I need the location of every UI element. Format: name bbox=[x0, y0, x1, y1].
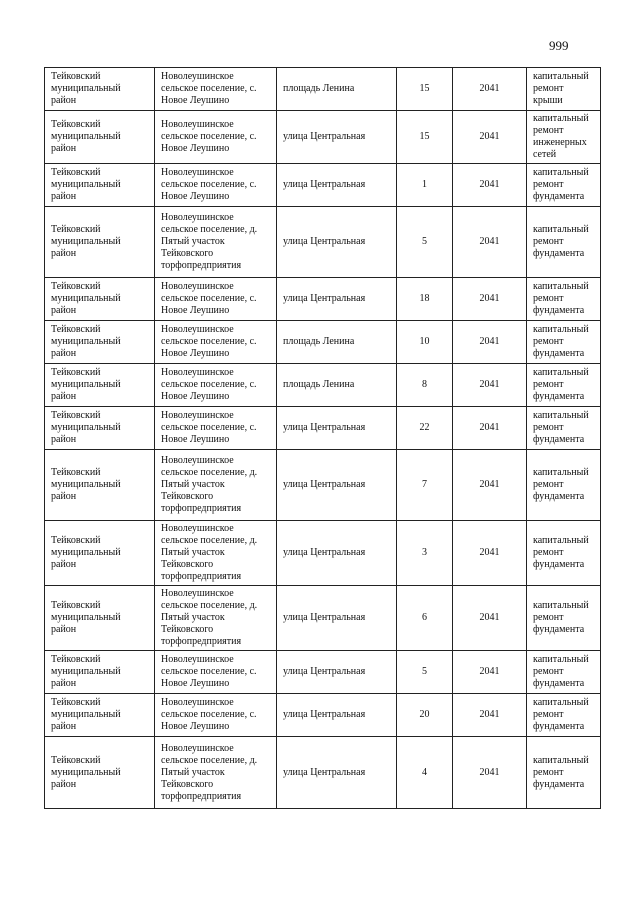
house-number-cell: 6 bbox=[397, 586, 453, 651]
house-number-cell: 10 bbox=[397, 321, 453, 364]
table-row bbox=[45, 694, 601, 737]
table-row bbox=[45, 207, 601, 278]
street-cell: улица Центральная bbox=[277, 737, 397, 809]
year-cell: 2041 bbox=[453, 164, 527, 207]
street-cell: улица Центральная bbox=[277, 407, 397, 450]
year-cell: 2041 bbox=[453, 278, 527, 321]
street-cell: улица Центральная bbox=[277, 694, 397, 737]
work-type-cell: капитальный ремонт фундамента bbox=[527, 651, 601, 694]
street-cell: площадь Ленина bbox=[277, 364, 397, 407]
table-row bbox=[45, 407, 601, 450]
table-row bbox=[45, 450, 601, 521]
district-cell: Тейковский муниципальный район bbox=[45, 207, 155, 278]
house-number-cell: 3 bbox=[397, 521, 453, 586]
district-cell: Тейковский муниципальный район bbox=[45, 164, 155, 207]
work-type-cell: капитальный ремонт фундамента bbox=[527, 364, 601, 407]
house-number-cell: 15 bbox=[397, 68, 453, 111]
work-type-cell: капитальный ремонт фундамента bbox=[527, 586, 601, 651]
district-cell: Тейковский муниципальный район bbox=[45, 364, 155, 407]
table-row bbox=[45, 521, 601, 586]
year-cell: 2041 bbox=[453, 521, 527, 586]
work-type-cell: капитальный ремонт фундамента bbox=[527, 407, 601, 450]
work-type-cell: капитальный ремонт фундамента bbox=[527, 164, 601, 207]
table-row bbox=[45, 364, 601, 407]
work-type-cell: капитальный ремонт фундамента bbox=[527, 737, 601, 809]
street-cell: улица Центральная bbox=[277, 450, 397, 521]
work-type-cell: капитальный ремонт крыши bbox=[527, 68, 601, 111]
district-cell: Тейковский муниципальный район bbox=[45, 586, 155, 651]
table-row bbox=[45, 164, 601, 207]
district-cell: Тейковский муниципальный район bbox=[45, 68, 155, 111]
year-cell: 2041 bbox=[453, 111, 527, 164]
settlement-cell: Новолеушинское сельское поселение, с. Новое Леушино bbox=[155, 164, 277, 207]
year-cell: 2041 bbox=[453, 68, 527, 111]
settlement-cell: Новолеушинское сельское поселение, с. Новое Леушино bbox=[155, 651, 277, 694]
settlement-cell: Новолеушинское сельское поселение, с. Новое Леушино bbox=[155, 111, 277, 164]
settlement-cell: Новолеушинское сельское поселение, д. Пятый участок Тейковского торфопредприятия bbox=[155, 521, 277, 586]
street-cell: улица Центральная bbox=[277, 521, 397, 586]
table-row bbox=[45, 68, 601, 111]
district-cell: Тейковский муниципальный район bbox=[45, 278, 155, 321]
settlement-cell: Новолеушинское сельское поселение, с. Новое Леушино bbox=[155, 694, 277, 737]
house-number-cell: 5 bbox=[397, 207, 453, 278]
settlement-cell: Новолеушинское сельское поселение, с. Новое Леушино bbox=[155, 407, 277, 450]
house-number-cell: 20 bbox=[397, 694, 453, 737]
street-cell: улица Центральная bbox=[277, 586, 397, 651]
table-row bbox=[45, 651, 601, 694]
street-cell: площадь Ленина bbox=[277, 321, 397, 364]
settlement-cell: Новолеушинское сельское поселение, д. Пятый участок Тейковского торфопредприятия bbox=[155, 586, 277, 651]
repair-schedule-table bbox=[44, 67, 601, 809]
house-number-cell: 15 bbox=[397, 111, 453, 164]
settlement-cell: Новолеушинское сельское поселение, с. Новое Леушино bbox=[155, 278, 277, 321]
work-type-cell: капитальный ремонт фундамента bbox=[527, 450, 601, 521]
year-cell: 2041 bbox=[453, 694, 527, 737]
work-type-cell: капитальный ремонт фундамента bbox=[527, 278, 601, 321]
house-number-cell: 1 bbox=[397, 164, 453, 207]
house-number-cell: 8 bbox=[397, 364, 453, 407]
year-cell: 2041 bbox=[453, 450, 527, 521]
district-cell: Тейковский муниципальный район bbox=[45, 651, 155, 694]
settlement-cell: Новолеушинское сельское поселение, д. Пятый участок Тейковского торфопредприятия bbox=[155, 450, 277, 521]
work-type-cell: капитальный ремонт фундамента bbox=[527, 694, 601, 737]
work-type-cell: капитальный ремонт фундамента bbox=[527, 521, 601, 586]
year-cell: 2041 bbox=[453, 321, 527, 364]
district-cell: Тейковский муниципальный район bbox=[45, 521, 155, 586]
district-cell: Тейковский муниципальный район bbox=[45, 407, 155, 450]
street-cell: улица Центральная bbox=[277, 207, 397, 278]
settlement-cell: Новолеушинское сельское поселение, д. Пятый участок Тейковского торфопредприятия bbox=[155, 207, 277, 278]
work-type-cell: капитальный ремонт инженерных сетей bbox=[527, 111, 601, 164]
settlement-cell: Новолеушинское сельское поселение, с. Новое Леушино bbox=[155, 321, 277, 364]
house-number-cell: 7 bbox=[397, 450, 453, 521]
district-cell: Тейковский муниципальный район bbox=[45, 737, 155, 809]
district-cell: Тейковский муниципальный район bbox=[45, 111, 155, 164]
house-number-cell: 4 bbox=[397, 737, 453, 809]
street-cell: площадь Ленина bbox=[277, 68, 397, 111]
year-cell: 2041 bbox=[453, 651, 527, 694]
work-type-cell: капитальный ремонт фундамента bbox=[527, 321, 601, 364]
year-cell: 2041 bbox=[453, 586, 527, 651]
district-cell: Тейковский муниципальный район bbox=[45, 321, 155, 364]
house-number-cell: 18 bbox=[397, 278, 453, 321]
year-cell: 2041 bbox=[453, 364, 527, 407]
work-type-cell: капитальный ремонт фундамента bbox=[527, 207, 601, 278]
street-cell: улица Центральная bbox=[277, 111, 397, 164]
year-cell: 2041 bbox=[453, 737, 527, 809]
settlement-cell: Новолеушинское сельское поселение, с. Новое Леушино bbox=[155, 68, 277, 111]
year-cell: 2041 bbox=[453, 207, 527, 278]
street-cell: улица Центральная bbox=[277, 651, 397, 694]
street-cell: улица Центральная bbox=[277, 278, 397, 321]
house-number-cell: 22 bbox=[397, 407, 453, 450]
district-cell: Тейковский муниципальный район bbox=[45, 450, 155, 521]
table-row bbox=[45, 278, 601, 321]
page-number: 999 bbox=[549, 38, 569, 53]
year-cell: 2041 bbox=[453, 407, 527, 450]
street-cell: улица Центральная bbox=[277, 164, 397, 207]
settlement-cell: Новолеушинское сельское поселение, с. Новое Леушино bbox=[155, 364, 277, 407]
table-row bbox=[45, 586, 601, 651]
district-cell: Тейковский муниципальный район bbox=[45, 694, 155, 737]
table-row bbox=[45, 111, 601, 164]
table-row bbox=[45, 321, 601, 364]
table-row bbox=[45, 737, 601, 809]
house-number-cell: 5 bbox=[397, 651, 453, 694]
settlement-cell: Новолеушинское сельское поселение, д. Пятый участок Тейковского торфопредприятия bbox=[155, 737, 277, 809]
